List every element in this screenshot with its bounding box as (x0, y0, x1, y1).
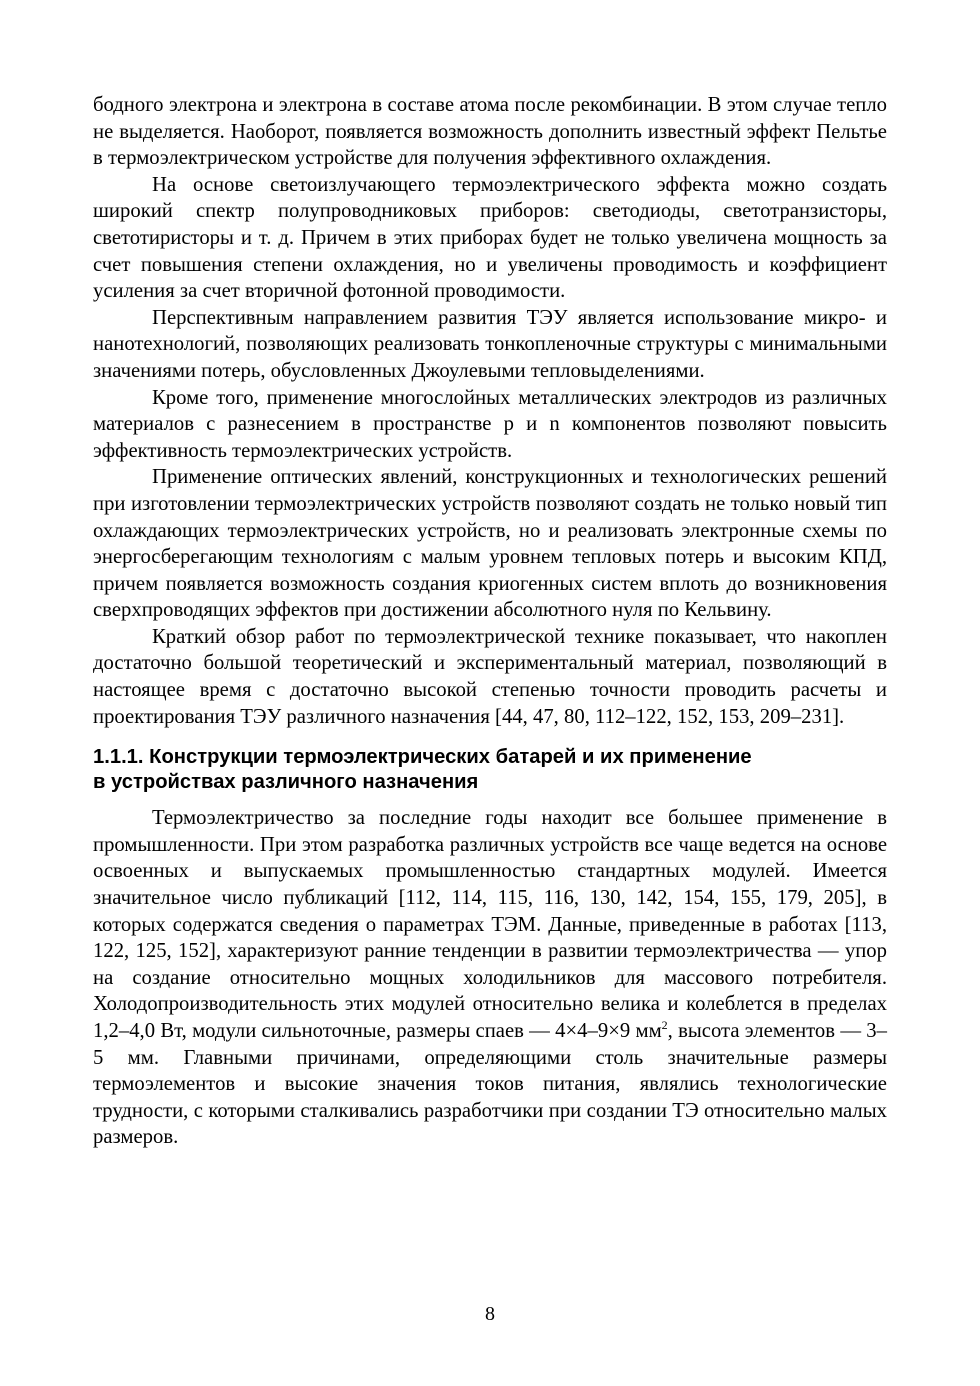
document-body (93, 92, 887, 1151)
paragraph-thermoelectricity-industry (93, 805, 887, 1151)
paragraph-text-part2: , высота элементов — 3–5 мм. Главными причинами, определяющими столь значительные размеры термоэлементов и высокие значения токов питания, являлись технологические трудности, с которыми сталкивались разработчики при создании ТЭ относительно малых размеров. (93, 1020, 887, 1149)
page-number: 8 (485, 1303, 495, 1325)
paragraph-nanotechnology: Перспективным направлением развития ТЭУ является использование микро- и нанотехнологий, позволяющих реализовать тонкопленочные структуры с минимальными значениями потерь, обусловленных Джоулевыми тепловыделениями. (93, 306, 887, 382)
paragraph-continuation: бодного электрона и электрона в составе атома после рекомбинации. В этом случае тепло не выделяется. Наоборот, появляется возможность дополнить известный эффект Пельтье в термоэлектрическом устройстве для получения эффективного охлаждения. (93, 94, 887, 170)
paragraph-optical-phenomena: Применение оптических явлений, конструкционных и технологических решений при изготовлении термоэлектрических устройств позволяют создать не только новый тип охлаждающих термоэлектрических устройств, но и реализовать электронные схемы по энергосберегающим технологиям с малым уровнем тепловых потерь и высоким КПД, причем появляется возможность создания криогенных систем вплоть до возникновения сверхпроводящих эффектов при достижении абсолютного нуля по Кельвину. (93, 466, 887, 622)
paragraph-multilayer-electrodes: Кроме того, применение многослойных металлических электродов из различных материалов с разнесением в пространстве p и n компонентов позволяют повысить эффективность термоэлектрических устройств. (93, 386, 887, 462)
section-heading-line2: в устройствах различного назначения (93, 771, 479, 794)
paragraph-review: Краткий обзор работ по термоэлектрической технике показывает, что накоплен достаточно большой теоретический и экспериментальный материал, позволяющий в настоящее время с достаточно высокой степенью точности проводить расчеты и проектирования ТЭУ различного назначения [44, 47, 80, 112–122, 152, 153, 209–231]. (93, 625, 887, 728)
section-heading-line1: 1.1.1. Конструкции термоэлектрических батарей и их применение (93, 746, 752, 769)
section-heading (93, 745, 887, 795)
paragraph-light-emitting-effect: На основе светоизлучающего термоэлектрического эффекта можно создать широкий спектр полупроводниковых приборов: светодиоды, светотранзисторы, светотиристоры и т. д. Причем в этих приборах будет не только увеличена мощность за счет повышения степени охлаждения, но и увеличены проводимость и коэффициент усиления за счет вторичной фотонной проводимости. (93, 173, 887, 303)
paragraph-text-part1: Термоэлектричество за последние годы находит все большее применение в промышленности. При этом разработка различных устройств все чаще ведется на основе освоенных и выпускаемых промышленностью стандартных модулей. Имеется значительное число публикаций [112, 114, 115, 116, 130, 142, 154, 155, 179, 205], в которых содержатся сведения о параметрах ТЭМ. Данные, приведенные в работах [113, 122, 125, 152], характеризуют ранние тенденции в развитии термоэлектричества — упор на создание относительно мощных холодильников для массового потребителя. Холодопроизводительность этих модулей относительно велика и колеблется в пределах 1,2–4,0 Вт, модули сильноточные, размеры спаев — 4×4–9×9 мм (93, 807, 887, 1042)
superscript-square: 2 (661, 1018, 668, 1033)
